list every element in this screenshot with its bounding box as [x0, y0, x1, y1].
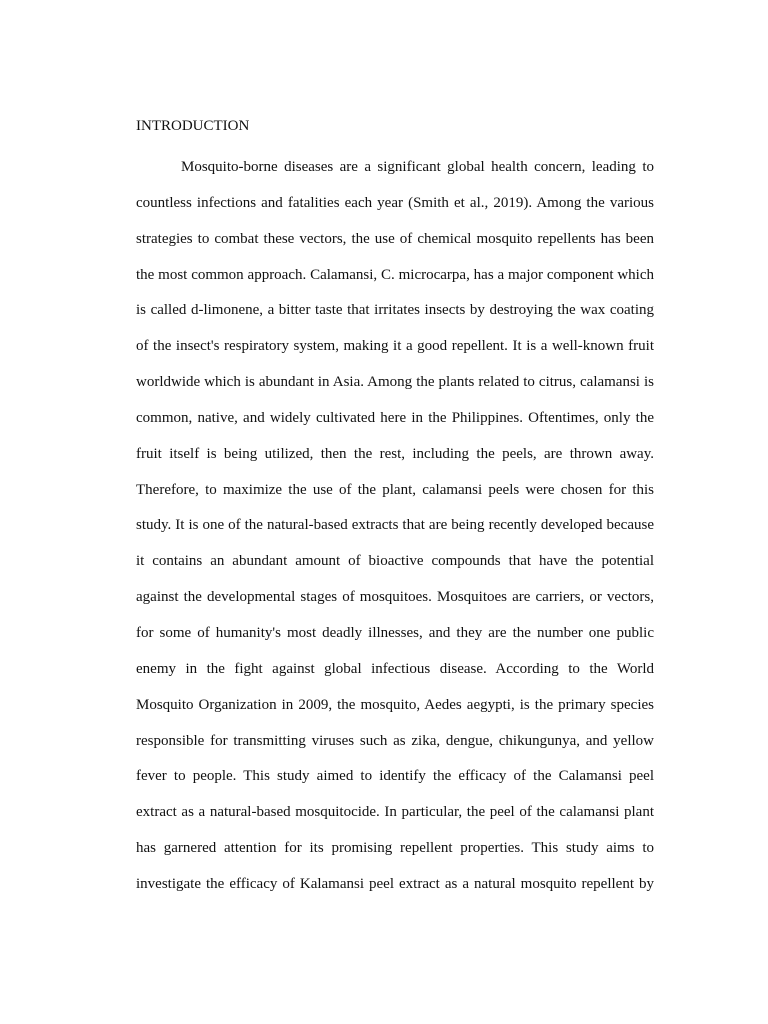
- paragraph-line: has garnered attention for its promising repellent properties. This study aims to: [136, 840, 654, 857]
- paragraph-line: it contains an abundant amount of bioactive compounds that have the potential: [136, 553, 654, 570]
- paragraph-line: against the developmental stages of mosquitoes. Mosquitoes are carriers, or vectors,: [136, 589, 654, 606]
- paragraph-line: Mosquito-borne diseases are a significant global health concern, leading to: [181, 159, 654, 175]
- paragraph-line: common, native, and widely cultivated here in the Philippines. Oftentimes, only the: [136, 409, 654, 426]
- paragraph-line: of the insect's respiratory system, making it a good repellent. It is a well-known fruit: [136, 338, 654, 355]
- paragraph-line: Mosquito Organization in 2009, the mosquito, Aedes aegypti, is the primary species: [136, 696, 654, 713]
- paragraph-line: worldwide which is abundant in Asia. Among the plants related to citrus, calamansi is: [136, 374, 654, 391]
- paragraph-line: countless infections and fatalities each year (Smith et al., 2019). Among the various: [136, 194, 654, 211]
- paragraph-line: Therefore, to maximize the use of the plant, calamansi peels were chosen for this: [136, 481, 654, 498]
- paragraph-line: responsible for transmitting viruses such as zika, dengue, chikungunya, and yellow: [136, 732, 654, 749]
- paragraph-line: fruit itself is being utilized, then the rest, including the peels, are thrown away.: [136, 445, 654, 462]
- paragraph-line: strategies to combat these vectors, the use of chemical mosquito repellents has been: [136, 230, 654, 247]
- paragraph-line: fever to people. This study aimed to identify the efficacy of the Calamansi peel: [136, 768, 654, 785]
- body-paragraph: [136, 150, 654, 903]
- paragraph-line: study. It is one of the natural-based extracts that are being recently developed because: [136, 517, 654, 534]
- paragraph-line: enemy in the fight against global infectious disease. According to the World: [136, 660, 654, 677]
- paragraph-line: is called d-limonene, a bitter taste that irritates insects by destroying the wax coating: [136, 302, 654, 319]
- paragraph-line: investigate the efficacy of Kalamansi peel extract as a natural mosquito repellent by: [136, 875, 654, 892]
- paragraph-line: extract as a natural-based mosquitocide. In particular, the peel of the calamansi plant: [136, 804, 654, 821]
- paragraph-line: for some of humanity's most deadly illnesses, and they are the number one public: [136, 624, 654, 641]
- section-heading: INTRODUCTION: [136, 118, 250, 134]
- paragraph-line: the most common approach. Calamansi, C. microcarpa, has a major component which: [136, 266, 654, 283]
